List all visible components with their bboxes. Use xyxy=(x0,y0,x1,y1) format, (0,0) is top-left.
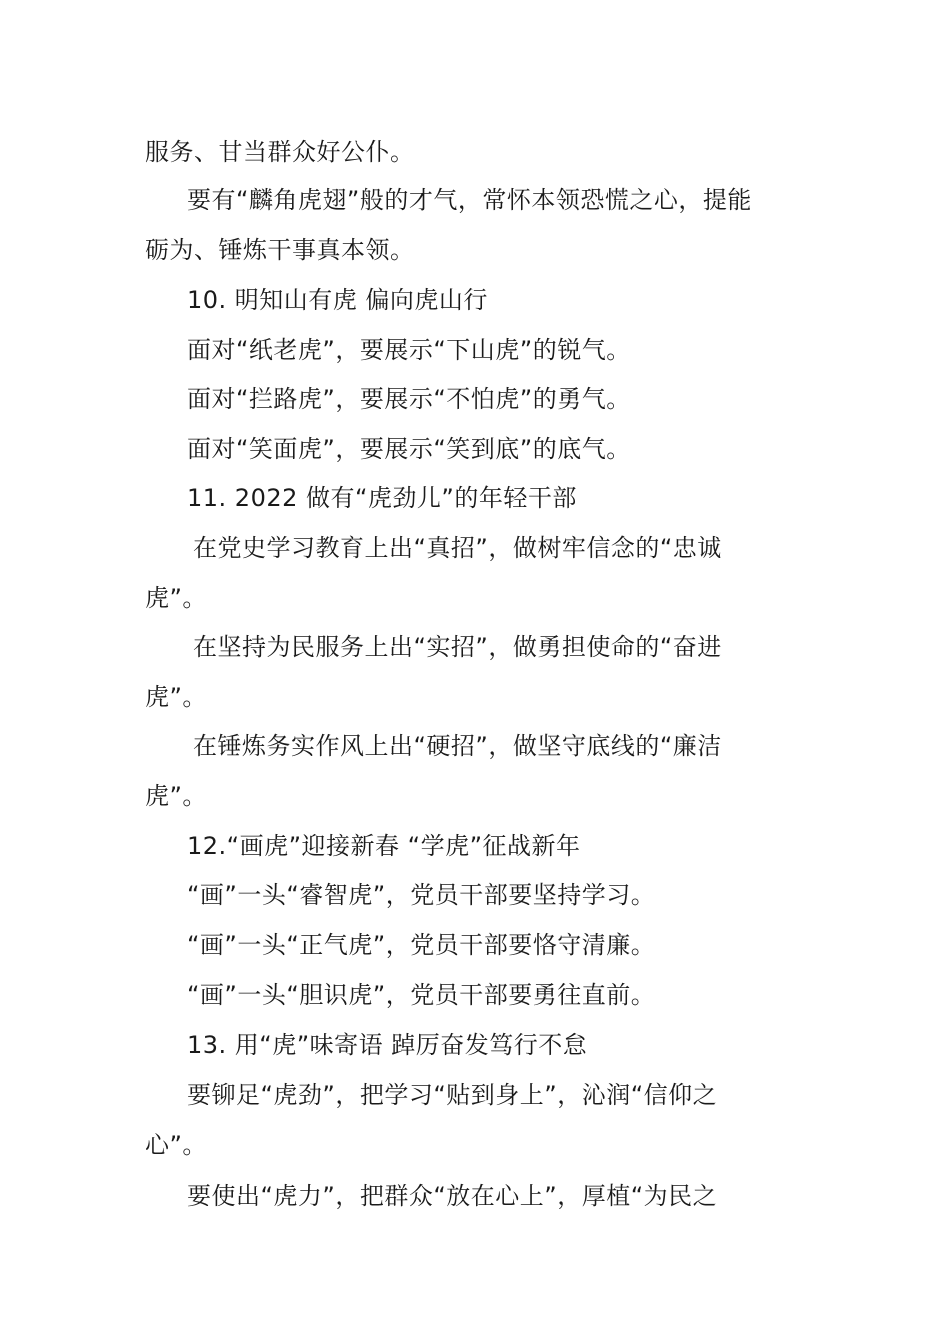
paragraph-line: 虎”。 xyxy=(145,782,207,810)
paragraph-line: “画”一头“睿智虎”，党员干部要坚持学习。 xyxy=(187,881,656,909)
paragraph-line: 在党史学习教育上出“真招”，做树牢信念的“忠诚 xyxy=(193,534,722,562)
paragraph-line: 服务、甘当群众好公仆。 xyxy=(145,138,415,166)
paragraph-line: 要有“麟角虎翅”般的才气，常怀本领恐慌之心，提能 xyxy=(187,186,752,214)
paragraph-line: 面对“拦路虎”，要展示“不怕虎”的勇气。 xyxy=(187,385,631,413)
paragraph-line: 面对“纸老虎”，要展示“下山虎”的锐气。 xyxy=(187,336,631,364)
paragraph-line: 砺为、锤炼干事真本领。 xyxy=(145,236,415,264)
paragraph-line: 虎”。 xyxy=(145,584,207,612)
paragraph-line: 在锤炼务实作风上出“硬招”，做坚守底线的“廉洁 xyxy=(193,732,722,760)
section-heading: 10. 明知山有虎 偏向虎山行 xyxy=(187,286,488,314)
paragraph-line: 面对“笑面虎”，要展示“笑到底”的底气。 xyxy=(187,435,631,463)
paragraph-line: “画”一头“胆识虎”，党员干部要勇往直前。 xyxy=(187,981,656,1009)
paragraph-line: 虎”。 xyxy=(145,683,207,711)
section-heading: 12.“画虎”迎接新春 “学虎”征战新年 xyxy=(187,832,581,860)
paragraph-line: 心”。 xyxy=(145,1131,207,1159)
paragraph-line: “画”一头“正气虎”，党员干部要恪守清廉。 xyxy=(187,931,656,959)
paragraph-line: 要使出“虎力”，把群众“放在心上”，厚植“为民之 xyxy=(187,1182,718,1210)
paragraph-line: 要铆足“虎劲”，把学习“贴到身上”，沁润“信仰之 xyxy=(187,1081,718,1109)
section-heading: 13. 用“虎”味寄语 踔厉奋发笃行不怠 xyxy=(187,1031,588,1059)
section-heading: 11. 2022 做有“虎劲儿”的年轻干部 xyxy=(187,484,577,512)
paragraph-line: 在坚持为民服务上出“实招”，做勇担使命的“奋进 xyxy=(193,633,722,661)
